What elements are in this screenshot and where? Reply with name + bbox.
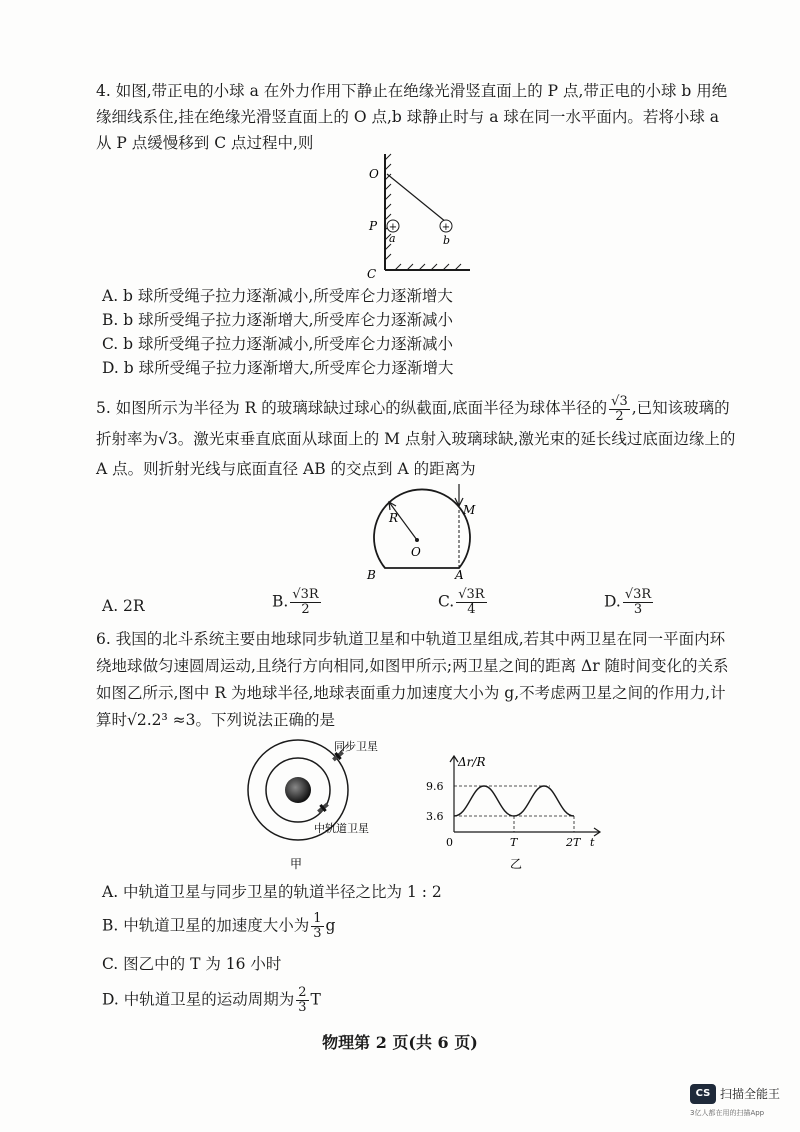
- question-5-option-b[interactable]: B. $\frac{√3R}{2}$: [272, 587, 319, 617]
- ball-b-charge: +: [441, 222, 451, 233]
- label-O5: O: [411, 545, 421, 559]
- label-mid-satellite: 中轨道卫星: [314, 822, 369, 835]
- question-4-option-b[interactable]: B. b 球所受绳子拉力逐渐增大,所受库仑力逐渐减小: [102, 311, 454, 329]
- label-R: R: [389, 511, 399, 525]
- graph-xtick-0: 0: [446, 836, 453, 849]
- graph-ylabel: Δr/R: [458, 755, 486, 769]
- question-4-option-d[interactable]: D. b 球所受绳子拉力逐渐增大,所受库仑力逐渐增大: [102, 359, 454, 377]
- question-6-figure-orbits: [240, 734, 400, 874]
- scanner-logo-icon: CS: [690, 1084, 716, 1104]
- graph-ytick-9-6: 9.6: [426, 780, 444, 793]
- label-O: O: [369, 167, 379, 181]
- page-footer: 物理第 2 页(共 6 页): [322, 1033, 478, 1052]
- scanner-name: 扫描全能王: [720, 1087, 781, 1101]
- question-5: [96, 393, 736, 484]
- earth: [285, 777, 311, 803]
- graph-xtick-2T: 2T: [566, 836, 581, 849]
- label-sync-satellite: 同步卫星: [334, 740, 378, 753]
- label-C: C: [367, 267, 377, 280]
- question-4-figure: [355, 150, 485, 280]
- question-4: [96, 78, 736, 156]
- question-6-option-c[interactable]: C. 图乙中的 T 为 16 小时: [102, 955, 282, 973]
- label-a: a: [389, 232, 396, 245]
- question-6-option-d[interactable]: D. 中轨道卫星的运动周期为 $\frac{2}{3}$ T: [102, 985, 321, 1015]
- question-4-option-a[interactable]: A. b 球所受绳子拉力逐渐减小,所受库仑力逐渐增大: [102, 287, 453, 305]
- label-B: B: [367, 568, 376, 580]
- question-6-stem: 6. 我国的北斗系统主要由地球同步轨道卫星和中轨道卫星组成,若其中两卫星在同一平面内环绕地球做匀速圆周运动,且绕行方向相同,如图甲所示;两卫星之间的距离 Δr 随时间变化的关系如图乙所示,图中 R 为地球半径,地球表面重力加速度大小为 g,不考虑两卫星之间的作用力,计算时√2.2³ ≈3。下列说法正确的是: [96, 630, 729, 729]
- question-5-option-d[interactable]: D. $\frac{√3R}{3}$: [604, 587, 652, 617]
- question-5-stem-post: ,已知该玻璃的折射率为√3。激光束垂直底面从球面上的 M 点射入玻璃球缺,激光束的延长线过底面边缘上的 A 点。则折射光线与底面直径 AB 的交点到 A 的距离为: [96, 399, 736, 478]
- scanner-tagline: 3亿人都在用的扫描App: [690, 1109, 765, 1117]
- question-5-stem-fraction: $\frac{√3}{2}$: [611, 393, 628, 424]
- question-5-stem-pre: 5. 如图所示为半径为 R 的玻璃球缺过球心的纵截面,底面半径为球体半径的: [96, 399, 608, 417]
- label-P: P: [369, 219, 378, 233]
- question-4-option-c[interactable]: C. b 球所受绳子拉力逐渐减小,所受库仑力逐渐减小: [102, 335, 453, 353]
- ball-a-charge: +: [388, 222, 398, 233]
- question-4-stem: 4. 如图,带正电的小球 a 在外力作用下静止在绝缘光滑竖直面上的 P 点,带正电的小球 b 用绝缘细线系住,挂在绝缘光滑竖直面上的 O 点,b 球静止时与 a 球在同一水平面内。若将小球 a 从 P 点缓慢移到 C 点过程中,则: [96, 82, 728, 152]
- label-b: b: [443, 234, 451, 247]
- graph-ytick-3-6: 3.6: [426, 810, 444, 823]
- distance-curve: [454, 786, 574, 816]
- graph-xtick-T: T: [510, 836, 518, 849]
- label-M: M: [463, 503, 476, 517]
- label-A: A: [455, 568, 464, 580]
- caption-jia: 甲: [290, 857, 303, 871]
- question-6-option-b[interactable]: B. 中轨道卫星的加速度大小为 $\frac{1}{3}$ g: [102, 911, 336, 941]
- question-6-option-a[interactable]: A. 中轨道卫星与同步卫星的轨道半径之比为 1 : 2: [102, 883, 442, 901]
- question-6: [96, 626, 736, 734]
- question-5-figure: [355, 480, 485, 580]
- question-5-option-a[interactable]: A. 2R: [102, 597, 145, 615]
- scanner-badge: [690, 1084, 790, 1124]
- caption-yi: 乙: [510, 857, 523, 871]
- mid-satellite-icon: [316, 801, 330, 815]
- question-6-figure-graph: [420, 750, 610, 874]
- question-5-option-c[interactable]: C. $\frac{√3R}{4}$: [438, 587, 485, 617]
- graph-xlabel-t: t: [590, 836, 595, 849]
